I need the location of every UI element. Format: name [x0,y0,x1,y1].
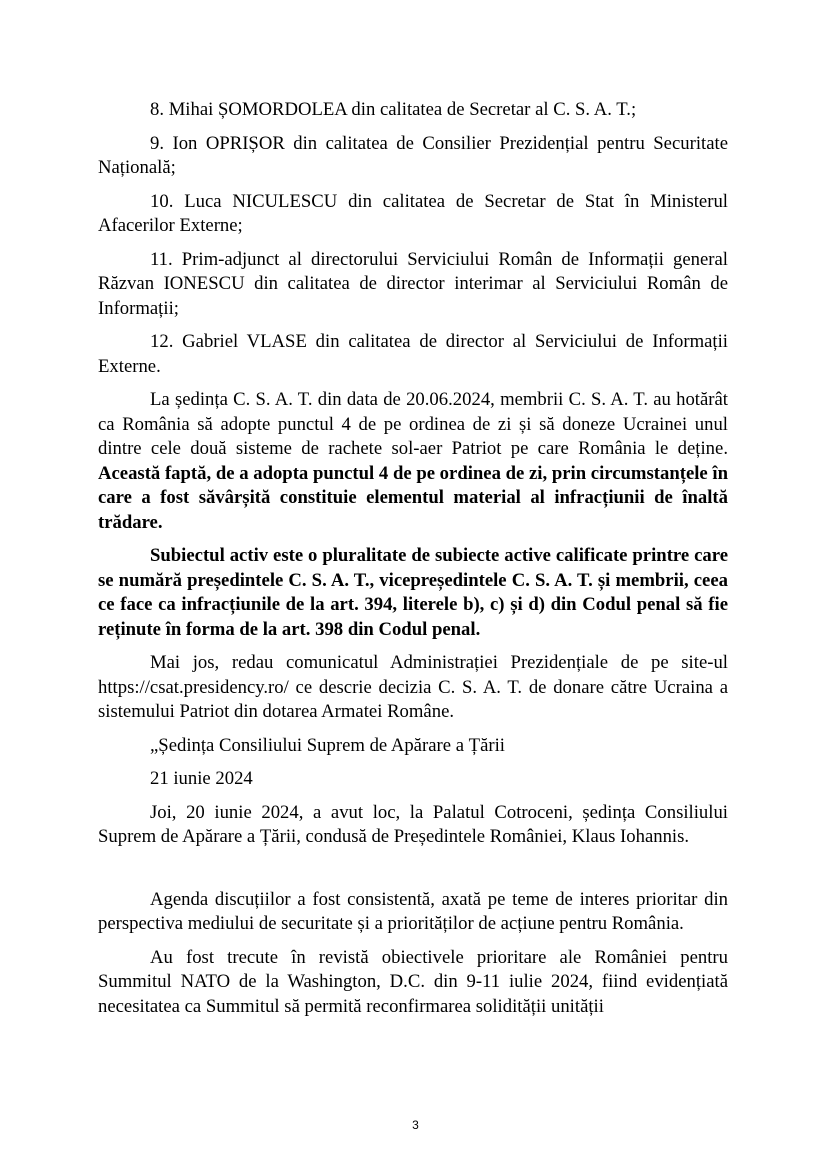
paragraph-subiect-activ: Subiectul activ este o pluralitate de subiecte active calificate printre care se numără președintele C. S. A. T., vicepreședintele C. S. A. T. și membrii, ceea ce face ca infracțiunile de la art. 394, literele b), c) și d) din Codul penal să fie reținute în forma de la art. 398 din Codul penal. [98,545,728,640]
paragraph-sedinta-bold: Această faptă, de a adopta punctul 4 de pe ordinea de zi, prin circumstanțele în care a fost săvârșită constituie elementul material al infracțiunii de înaltă trădare. [98,462,728,533]
paragraph-summit: Au fost trecute în revistă obiectivele prioritare ale României pentru Summitul NATO de la Washington, D.C. din 9-11 iulie 2024, fiind evidențiată necesitatea ca Summitul să permită reconfirmarea solidității unității [98,946,728,1017]
quote-title: „Ședința Consiliului Suprem de Apărare a Țării [150,734,505,756]
list-item-9: 9. Ion OPRIȘOR din calitatea de Consilier Prezidențial pentru Securitate Națională; [98,132,728,178]
list-item-8: 8. Mihai ȘOMORDOLEA din calitatea de Secretar al C. S. A. T.; [150,99,637,120]
list-item-11: 11. Prim-adjunct al directorului Serviciului Român de Informații general Răzvan IONESCU din calitatea de director interimar al Serviciului Român de Informații; [98,248,728,319]
document-body [98,98,728,1028]
paragraph-sedinta [98,388,728,535]
list-item-12: 12. Gabriel VLASE din calitatea de director al Serviciului de Informații Externe. [98,331,728,377]
paragraph-agenda: Agenda discuțiilor a fost consistentă, axată pe teme de interes prioritar din perspectiva mediului de securitate și a priorităților de acțiune pentru România. [98,888,728,934]
quote-date: 21 iunie 2024 [150,768,253,789]
paragraph-joi: Joi, 20 iunie 2024, a avut loc, la Palatul Cotroceni, ședința Consiliului Suprem de Apărare a Țării, condusă de Președintele României, Klaus Iohannis. [98,801,728,847]
page-number: 3 [412,1118,419,1132]
paragraph-sedinta-normal: La ședința C. S. A. T. din data de 20.06.2024, membrii C. S. A. T. au hotărât ca România să adopte punctul 4 de pe ordinea de zi și să doneze Ucrainei unul dintre cele două sisteme de rachete sol-aer Patriot pe care România le deține. [98,389,728,459]
list-item-10: 10. Luca NICULESCU din calitatea de Secretar de Stat în Ministerul Afacerilor Externe; [98,190,728,236]
paragraph-comunicat: Mai jos, redau comunicatul Administrației Prezidențiale de pe site-ul https://csat.presidency.ro/ ce descrie decizia C. S. A. T. de donare către Ucraina a sistemului Patriot din dotarea Armatei Române. [98,652,728,722]
